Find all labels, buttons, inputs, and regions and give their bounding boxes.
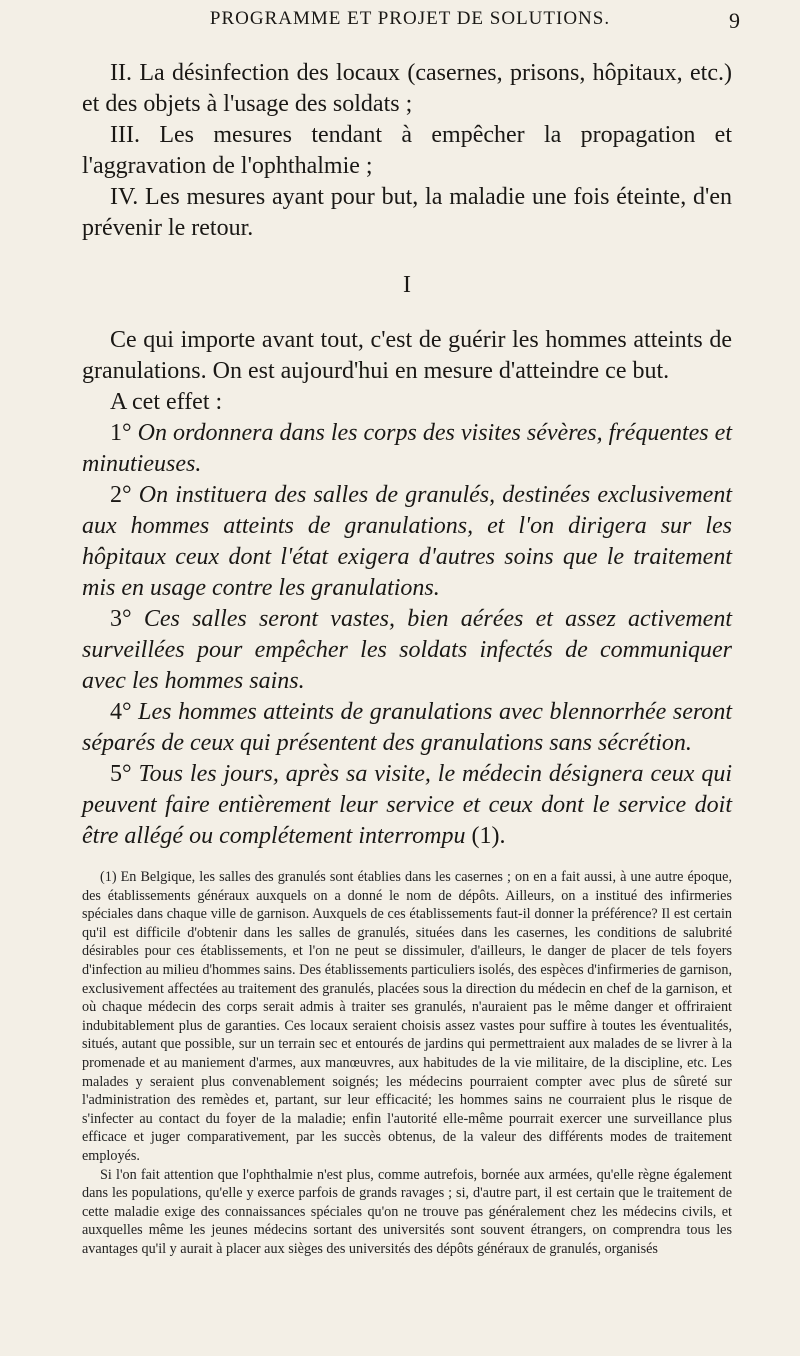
- measure-3: [82, 604, 732, 697]
- measure-1: [82, 418, 732, 480]
- footnote-paragraph-1: (1) En Belgique, les salles des granulés sont établies dans les casernes ; on en a fait aussi, à une autre époque, des établissements généraux auxquels on a donné le nom de dépôts. Ailleurs, on a institué des infirmeries spéciales dans chaque ville de garnison. Auxquels de ces établissements faut-il donner la préférence? Il est certain qu'il est difficile d'obtenir dans les salles de granulés, situées dans les casernes, les conditions de salubrité désirables pour ces établissements, et l'on ne peut se dissimuler, d'ailleurs, le danger de placer de tels foyers d'infection au milieu d'hommes sains. Des établissements particuliers isolés, des espèces d'infirmeries de garnison, exclusivement affectées au traitement des granulés, placées sous la direction du médecin en chef de la garnison, et où chaque médecin des corps serait admis à traiter ses granulés, n'auraient pas le même danger et offriraient indubitablement plus de garanties. Ces locaux seraient choisis assez vastes pour suffire à toutes les éventualités, situés, autant que possible, sur un terrain sec et entourés de jardins qui permettraient aux malades de se livrer à la promenade et au maniement d'armes, aux manœuvres, aux habitudes de la vie militaire, de la discipline, etc. Les malades y seraient plus convenablement soignés; les médecins pourraient compter avec plus de sûreté sur l'administration des remèdes et, partant, sur leur efficacité; les hommes sains ne courraient plus le risque de s'infecter au contact du foyer de la maladie; enfin l'autorité elle-même pourrait exercer une surveillance plus efficace et juger comparativement, par les succès obtenus, de la valeur des différents modes de traitement employés.: [82, 869, 732, 1164]
- measure-2: [82, 480, 732, 604]
- section-lead-2: A cet effet :: [110, 389, 223, 415]
- section-number: I: [403, 272, 411, 298]
- footnote: [82, 868, 732, 1258]
- measure-number: 1°: [110, 420, 132, 446]
- measure-text: On ordonnera dans les corps des visites sévères, fréquentes et minutieuses.: [82, 420, 732, 477]
- footnote-reference: (1).: [471, 823, 506, 849]
- page-number: 9: [729, 8, 740, 33]
- measure-number: 5°: [110, 761, 132, 787]
- main-text: [82, 58, 732, 1258]
- measure-text: Les hommes atteints de granulations avec blennorrhée seront séparés de ceux qui présentent des granulations sans sécrétion.: [82, 699, 733, 756]
- running-header: [80, 8, 740, 38]
- measure-text: Ces salles seront vastes, bien aérées et assez activement surveillées pour empêcher les soldats infectés de communiquer avec les hommes sains.: [82, 606, 733, 694]
- measure-number: 2°: [110, 482, 132, 508]
- measure-number: 4°: [110, 699, 132, 725]
- measure-4: [82, 697, 732, 759]
- section-lead: Ce qui importe avant tout, c'est de guérir les hommes atteints de granulations. On est aujourd'hui en mesure d'atteindre ce but.: [82, 327, 732, 384]
- measure-text: On instituera des salles de granulés, destinées exclusivement aux hommes atteints de granulations, et l'on dirigera sur les hôpitaux ceux dont l'état exigera d'autres soins que le traitement mis en usage contre les granulations.: [82, 482, 733, 601]
- measure-number: 3°: [110, 606, 132, 632]
- measure-5: [82, 759, 732, 852]
- running-title: PROGRAMME ET PROJET DE SOLUTIONS.: [209, 8, 611, 29]
- intro-item: IV. Les mesures ayant pour but, la maladie une fois éteinte, d'en prévenir le retour.: [82, 184, 732, 241]
- measure-text: Tous les jours, après sa visite, le médecin désignera ceux qui peuvent faire entièrement leur service et ceux dont le service doit être allégé ou complétement interrompu: [82, 761, 733, 849]
- intro-item: II. La désinfection des locaux (casernes, prisons, hôpitaux, etc.) et des objets à l'usage des soldats ;: [82, 60, 732, 117]
- footnote-paragraph-2: Si l'on fait attention que l'ophthalmie n'est plus, comme autrefois, bornée aux armées, qu'elle règne également dans les populations, qu'elle y exerce parfois de grands ravages ; si, d'autre part, il est certain que le traitement de cette maladie exige des connaissances spéciales qu'on ne trouve pas généralement chez les médecins civils, et auxquelles même les jeunes médecins sortant des universités sont souvent étrangers, on comprendra tous les avantages qu'il y aurait à placer aux sièges des universités des dépôts généraux de granulés, organisés: [82, 1166, 732, 1257]
- intro-item: III. Les mesures tendant à empêcher la propagation et l'aggravation de l'ophthalmie ;: [82, 122, 732, 179]
